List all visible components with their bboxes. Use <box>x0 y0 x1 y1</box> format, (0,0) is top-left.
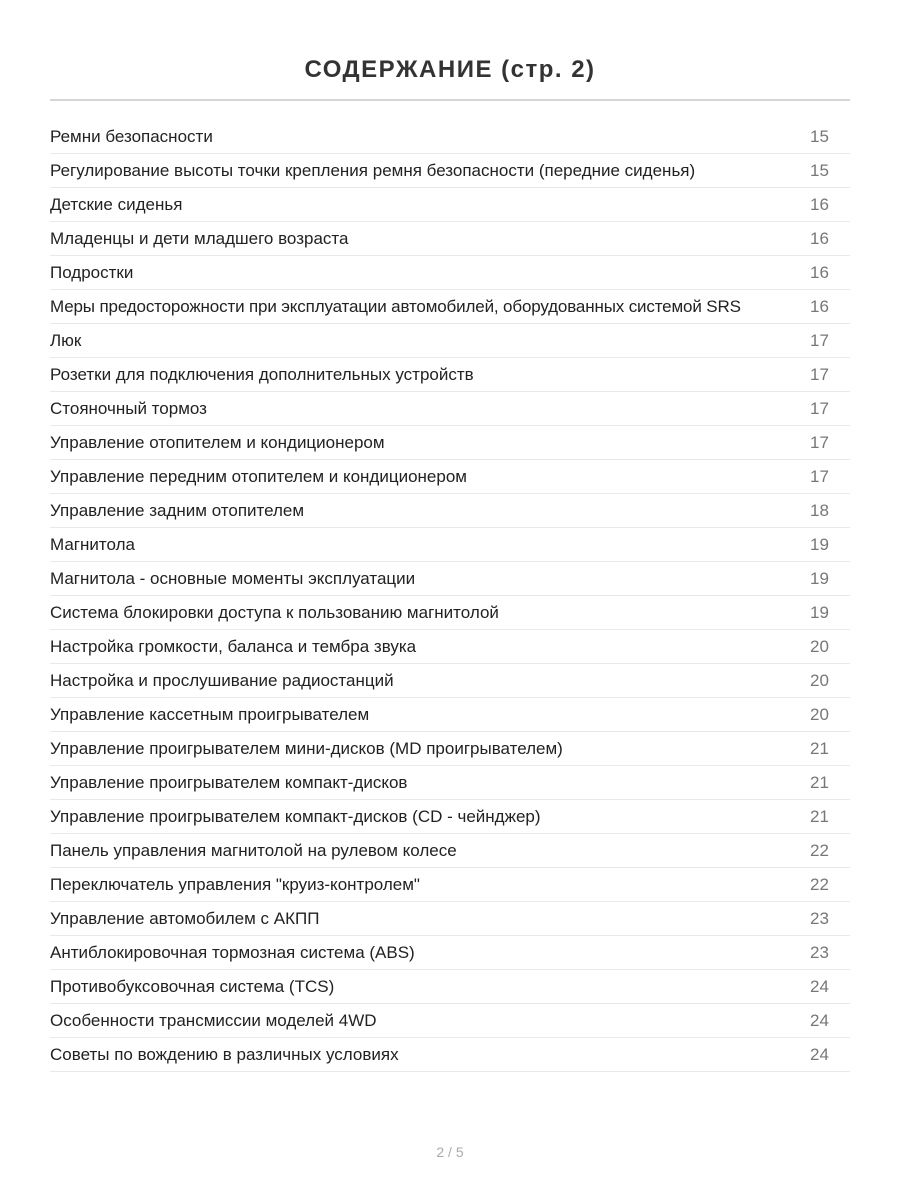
toc-entry-title: Подростки <box>50 263 134 282</box>
toc-entry-page: 20 <box>810 705 829 724</box>
toc-entry[interactable] <box>50 766 850 800</box>
toc-entry[interactable] <box>50 324 850 358</box>
page-title: СОДЕРЖАНИЕ (стр. 2) <box>304 56 596 84</box>
toc-entry-page: 19 <box>810 603 829 622</box>
toc-entry-title: Управление задним отопителем <box>50 501 305 520</box>
toc-entry[interactable] <box>50 732 850 766</box>
toc-entry-title: Управление проигрывателем компакт-дисков (CD - чейнджер) <box>50 807 541 826</box>
toc-entry[interactable] <box>50 120 850 154</box>
toc-entry[interactable] <box>50 494 850 528</box>
toc-entry-page: 17 <box>810 467 829 486</box>
table-of-contents <box>50 120 850 1072</box>
toc-entry[interactable] <box>50 902 850 936</box>
toc-entry-title: Люк <box>50 331 82 350</box>
toc-entry-page: 16 <box>810 229 829 248</box>
toc-entry-page: 18 <box>810 501 829 520</box>
toc-entry-title: Ремни безопасности <box>50 127 213 146</box>
toc-entry[interactable] <box>50 936 850 970</box>
toc-entry[interactable] <box>50 1004 850 1038</box>
toc-entry[interactable] <box>50 358 850 392</box>
title-divider <box>50 99 850 101</box>
toc-entry[interactable] <box>50 970 850 1004</box>
toc-entry[interactable] <box>50 290 850 324</box>
toc-entry-title: Управление кассетным проигрывателем <box>50 705 370 724</box>
toc-entry[interactable] <box>50 222 850 256</box>
toc-entry-page: 16 <box>810 297 829 316</box>
toc-entry[interactable] <box>50 528 850 562</box>
toc-entry-page: 17 <box>810 365 829 384</box>
toc-entry-title: Младенцы и дети младшего возраста <box>50 229 349 248</box>
toc-entry-title: Переключатель управления "круиз-контролем" <box>50 875 420 894</box>
toc-entry-title: Советы по вождению в различных условиях <box>50 1045 399 1064</box>
toc-entry[interactable] <box>50 256 850 290</box>
toc-entry-page: 22 <box>810 841 829 860</box>
toc-entry-page: 24 <box>810 1045 829 1064</box>
toc-entry-title: Розетки для подключения дополнительных устройств <box>50 365 474 384</box>
toc-entry-title: Магнитола <box>50 535 135 554</box>
toc-entry[interactable] <box>50 154 850 188</box>
toc-entry-page: 17 <box>810 399 829 418</box>
toc-entry-page: 22 <box>810 875 829 894</box>
toc-entry-page: 16 <box>810 195 829 214</box>
toc-entry-title: Меры предосторожности при эксплуатации автомобилей, оборудованных системой SRS <box>50 297 741 316</box>
toc-entry-title: Антиблокировочная тормозная система (ABS) <box>50 943 415 962</box>
toc-entry[interactable] <box>50 834 850 868</box>
toc-entry-title: Настройка громкости, баланса и тембра звука <box>50 637 417 656</box>
toc-entry[interactable] <box>50 392 850 426</box>
toc-entry-title: Управление автомобилем с АКПП <box>50 909 320 928</box>
toc-entry-title: Детские сиденья <box>50 195 183 214</box>
toc-entry[interactable] <box>50 630 850 664</box>
toc-entry-page: 19 <box>810 535 829 554</box>
toc-entry[interactable] <box>50 664 850 698</box>
toc-entry-page: 17 <box>810 331 829 350</box>
toc-entry-title: Управление проигрывателем компакт-дисков <box>50 773 408 792</box>
toc-entry[interactable] <box>50 698 850 732</box>
toc-entry-title: Управление передним отопителем и кондиционером <box>50 467 467 486</box>
toc-entry-title: Панель управления магнитолой на рулевом колесе <box>50 841 457 860</box>
toc-entry[interactable] <box>50 800 850 834</box>
toc-entry-title: Противобуксовочная система (TCS) <box>50 977 335 996</box>
toc-entry[interactable] <box>50 188 850 222</box>
toc-entry-title: Регулирование высоты точки крепления ремня безопасности (передние сиденья) <box>50 161 696 180</box>
toc-entry[interactable] <box>50 562 850 596</box>
toc-entry-title: Управление отопителем и кондиционером <box>50 433 385 452</box>
toc-entry-page: 15 <box>810 161 829 180</box>
toc-entry[interactable] <box>50 460 850 494</box>
toc-entry-page: 20 <box>810 671 829 690</box>
toc-entry-page: 20 <box>810 637 829 656</box>
toc-entry-page: 23 <box>810 909 829 928</box>
toc-entry-page: 15 <box>810 127 829 146</box>
toc-entry-title: Особенности трансмиссии моделей 4WD <box>50 1011 377 1030</box>
page-number-indicator: 2 / 5 <box>436 1144 464 1160</box>
toc-entry-page: 24 <box>810 1011 829 1030</box>
toc-entry-title: Настройка и прослушивание радиостанций <box>50 671 394 690</box>
toc-entry-title: Магнитола - основные моменты эксплуатации <box>50 569 416 588</box>
toc-entry-title: Управление проигрывателем мини-дисков (MD проигрывателем) <box>50 739 563 758</box>
toc-entry-page: 17 <box>810 433 829 452</box>
toc-entry-page: 21 <box>810 739 829 758</box>
toc-entry[interactable] <box>50 1038 850 1072</box>
toc-entry[interactable] <box>50 868 850 902</box>
toc-entry-title: Система блокировки доступа к пользованию магнитолой <box>50 603 499 622</box>
toc-entry[interactable] <box>50 596 850 630</box>
toc-entry-page: 23 <box>810 943 829 962</box>
toc-entry-page: 21 <box>810 807 829 826</box>
toc-entry-page: 24 <box>810 977 829 996</box>
toc-entry-title: Стояночный тормоз <box>50 399 207 418</box>
toc-entry-page: 19 <box>810 569 829 588</box>
toc-entry[interactable] <box>50 426 850 460</box>
toc-entry-page: 16 <box>810 263 829 282</box>
toc-entry-page: 21 <box>810 773 829 792</box>
